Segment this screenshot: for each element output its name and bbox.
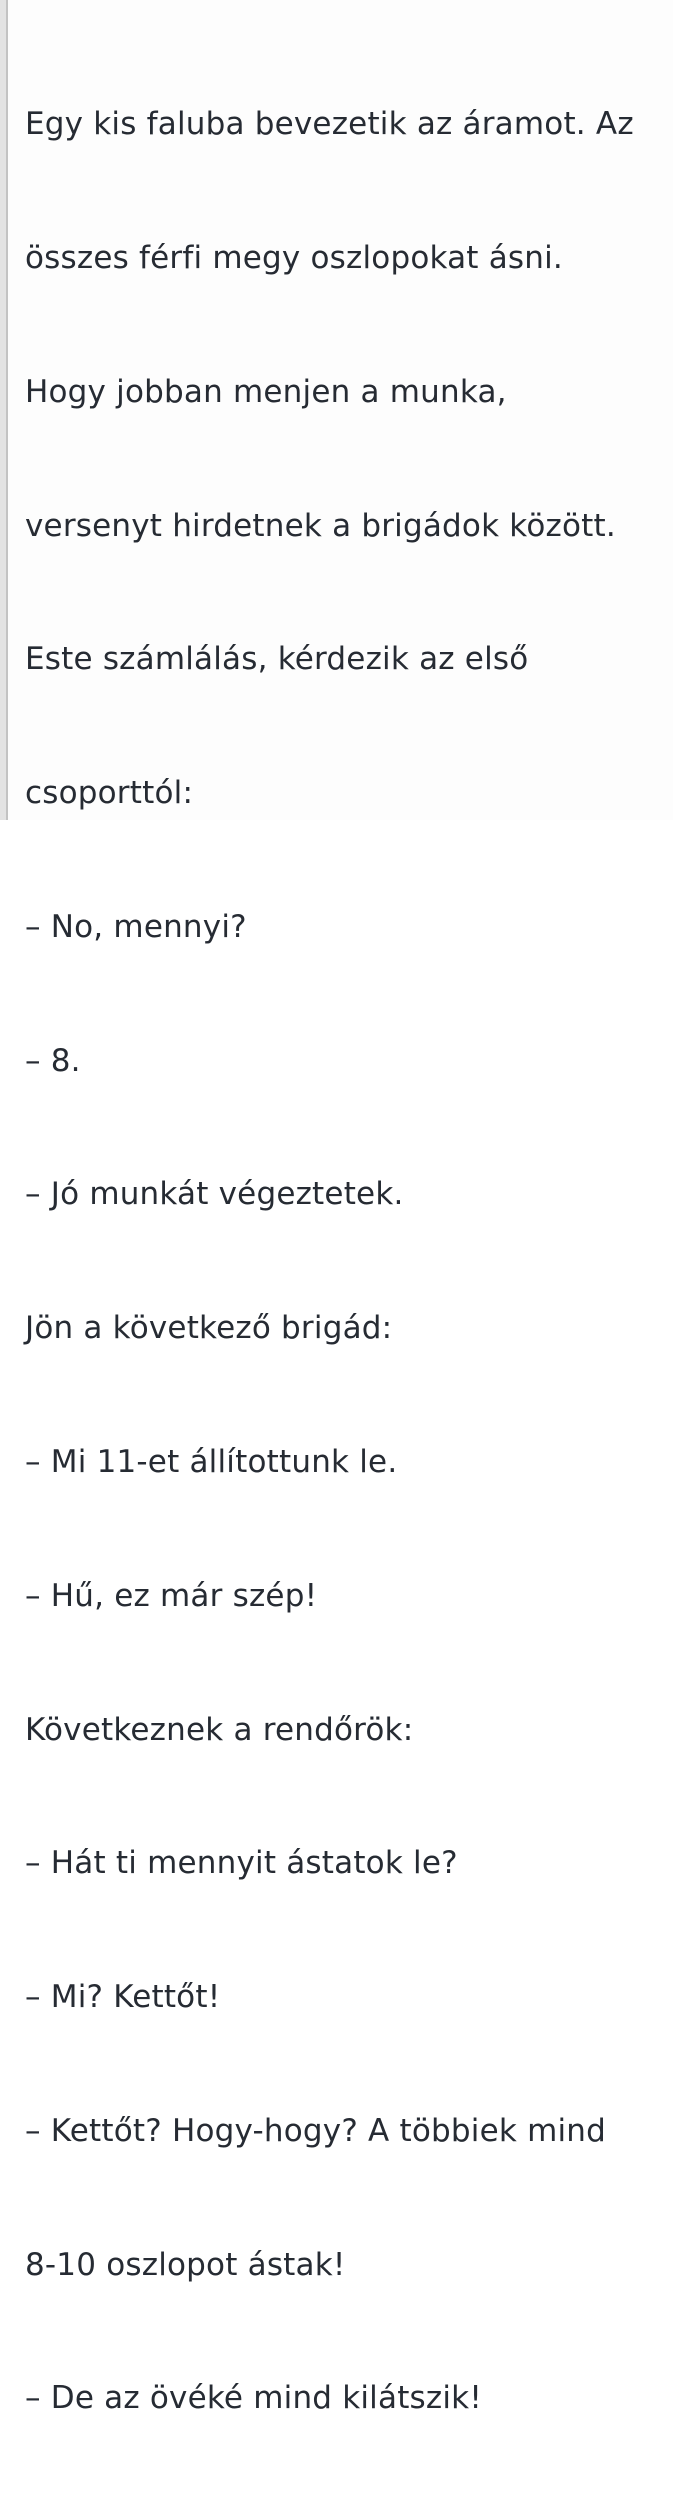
text-line: 8-10 oszlopot ástak! (25, 2246, 346, 2283)
text-line: – 8. (25, 1042, 81, 1079)
text-line: versenyt hirdetnek a brigádok között. (25, 507, 616, 544)
text-line: Jön a következő brigád: (25, 1310, 393, 1347)
joke-text-block (25, 13, 663, 2510)
text-line: – Hű, ez már szép! (25, 1577, 318, 1614)
text-line: – Mi 11-et állítottunk le. (25, 1444, 398, 1480)
left-edge-strip (0, 0, 8, 820)
text-line: Hogy jobban menjen a munka, (25, 373, 507, 410)
text-line: – De az övéké mind kilátszik! (25, 2380, 482, 2417)
text-line: Következnek a rendőrök: (25, 1711, 414, 1748)
text-line: csoporttól: (25, 775, 194, 812)
text-line: Egy kis faluba bevezetik az áramot. Az (25, 106, 634, 143)
text-line: – Jó munkát végeztetek. (25, 1176, 404, 1213)
text-line: – Kettőt? Hogy-hogy? A többiek mind (25, 2112, 606, 2149)
text-line: Este számlálás, kérdezik az első (25, 641, 529, 678)
text-line: összes férfi megy oszlopokat ásni. (25, 239, 563, 276)
text-line: – Mi? Kettőt! (25, 1979, 221, 2016)
text-line: – Hát ti mennyit ástatok le? (25, 1845, 458, 1882)
text-line: – No, mennyi? (25, 908, 247, 945)
